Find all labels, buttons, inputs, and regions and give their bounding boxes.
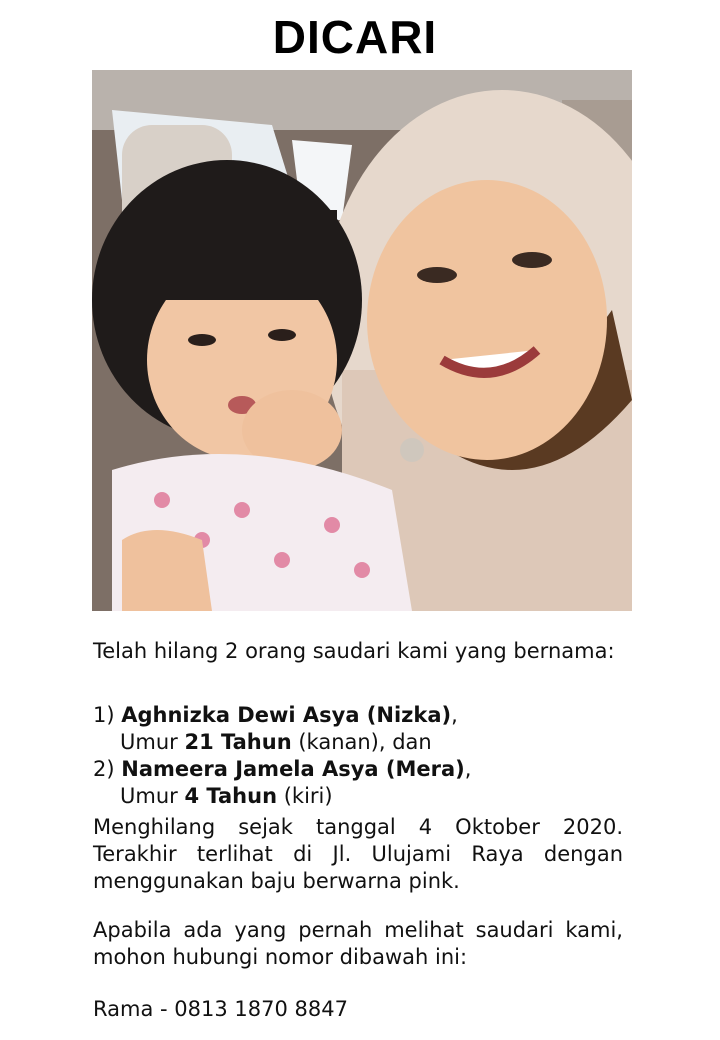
person-1-age: 21 Tahun	[184, 730, 292, 754]
poster-title: DICARI	[272, 11, 438, 63]
intro-paragraph: Telah hilang 2 orang saudari kami yang bernama:	[93, 639, 615, 663]
person-2-name-row	[93, 756, 623, 783]
person-1-name: Aghnizka Dewi Asya (Nizka)	[121, 703, 452, 727]
person-2-name: Nameera Jamela Asya (Mera)	[121, 757, 465, 781]
person-2-number: 2)	[93, 757, 115, 781]
person-1-name-row	[93, 702, 623, 729]
person-2-name-suffix: ,	[464, 757, 472, 781]
person-1-position: (kanan), dan	[298, 730, 432, 754]
photo-illustration	[92, 70, 632, 611]
person-1-age-row	[93, 729, 623, 756]
missing-since-paragraph: Menghilang sejak tanggal 4 Oktober 2020. Terakhir terlihat di Jl. Ulujami Raya dengan menggunakan baju berwarna pink.	[93, 815, 623, 893]
person-2-age-row	[93, 783, 623, 810]
person-1-number: 1)	[93, 703, 115, 727]
missing-persons-list	[93, 702, 623, 810]
person-2-position: (kiri)	[283, 784, 333, 808]
person-1-name-suffix: ,	[451, 703, 458, 727]
person-1-age-prefix: Umur	[120, 730, 178, 754]
person-2-age: 4 Tahun	[184, 784, 278, 808]
contact-info: Rama - 0813 1870 8847	[93, 997, 348, 1021]
appeal-paragraph: Apabila ada yang pernah melihat saudari kami, mohon hubungi nomor dibawah ini:	[93, 918, 623, 969]
person-2-age-prefix: Umur	[120, 784, 178, 808]
missing-persons-photo	[92, 70, 632, 611]
